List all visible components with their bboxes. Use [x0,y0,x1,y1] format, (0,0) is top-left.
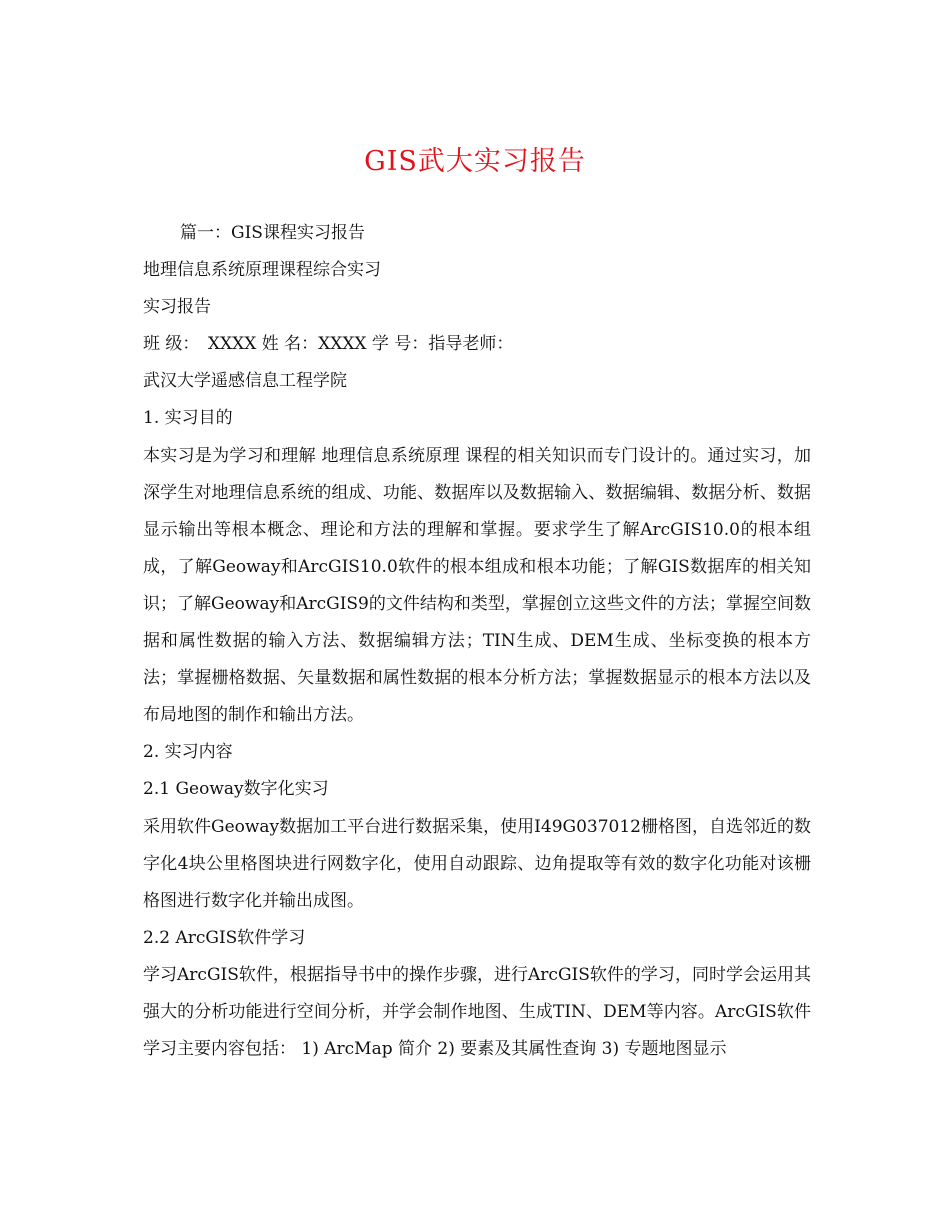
section-heading-content: 2. 实习内容 [143,742,233,763]
paragraph-school: 武汉大学遥感信息工程学院 [143,371,347,392]
subsection-heading-geoway: 2.1 Geoway数字化实习 [143,779,329,800]
paragraph-student-info: 班 级： XXXX 姓 名：XXXX 学 号：指导老师： [143,334,514,355]
paragraph-course-name: 地理信息系统原理课程综合实习 [143,260,381,281]
paragraph-purpose: 本实习是为学习和理解 地理信息系统原理 课程的相关知识而专门设计的。通过实习，加深学生对地理信息系统的组成、功能、数据库以及数据输入、数据编辑、数据分析、数据显示输出等根本概念、理论和方法的理解和掌握。要求学生了解ArcGIS10.0的根本组成，了解Geoway和ArcGIS10.0软件的根本组成和根本功能；了解GIS数据库的相关知识；了解Geoway和ArcGIS9的文件结构和类型，掌握创立这些文件的方法；掌握空间数据和属性数据的输入方法、数据编辑方法；TIN生成、DEM生成、坐标变换的根本方法；掌握栅格数据、矢量数据和属性数据的根本分析方法；掌握数据显示的根本方法以及布局地图的制作和输出方法。 [143,445,811,726]
section-heading-purpose: 1. 实习目的 [143,408,233,429]
document-body [143,215,811,1068]
paragraph-report-label: 实习报告 [143,297,211,318]
document-title: GIS武大实习报告 [364,146,586,177]
paragraph-heading-part-one: 篇一：GIS课程实习报告 [180,223,365,243]
paragraph-geoway: 采用软件Geoway数据加工平台进行数据采集，使用I49G037012栅格图，自选邻近的数字化4块公里格图块进行网数字化，使用自动跟踪、边角提取等有效的数字化功能对该栅格图进行数字化并输出成图。 [143,816,811,911]
paragraph-arcgis: 学习ArcGIS软件，根据指导书中的操作步骤，进行ArcGIS软件的学习，同时学会运用其强大的分析功能进行空间分析，并学会制作地图、生成TIN、DEM等内容。ArcGIS软件学习主要内容包括： 1) ArcMap 简介 2) 要素及其属性查询 3) 专题地图显示 [143,964,811,1060]
subsection-heading-arcgis: 2.2 ArcGIS软件学习 [143,927,306,948]
